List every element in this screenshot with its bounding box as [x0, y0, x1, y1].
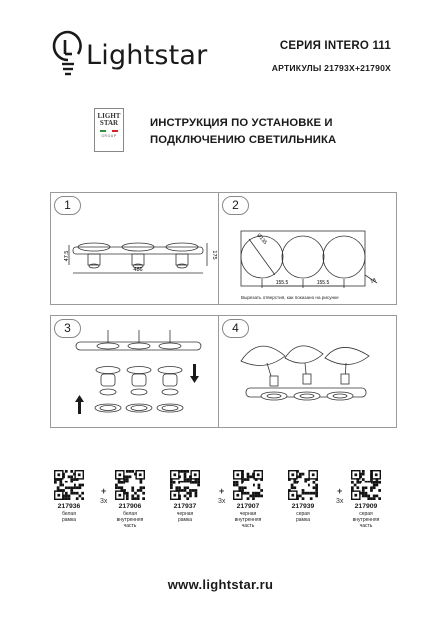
qr-code[interactable] — [351, 470, 381, 500]
assembly-drawing — [51, 316, 230, 429]
mounting-drawing — [219, 316, 398, 429]
product-code: 217906 — [118, 503, 142, 510]
product-item — [166, 470, 204, 523]
product-item — [347, 470, 385, 529]
step-panel-4 — [218, 315, 397, 428]
product-code: 217936 — [57, 503, 81, 510]
product-description: часть — [359, 523, 373, 529]
qr-code[interactable] — [170, 470, 200, 500]
product-code: 217937 — [173, 503, 197, 510]
plus-sign: + — [219, 486, 225, 496]
step-number: 2 — [222, 196, 249, 215]
edge-label: 18 — [369, 277, 377, 285]
plus-sign: + — [337, 486, 343, 496]
step-number: 3 — [54, 319, 81, 338]
bulb-icon — [52, 28, 88, 84]
product-item — [111, 470, 149, 529]
instruction-title: ИНСТРУКЦИЯ ПО УСТАНОВКЕ И ПОДКЛЮЧЕНИЮ СВЕТИЛЬНИКА — [150, 117, 337, 146]
spacing-label: 155.5 — [275, 280, 289, 286]
product-item — [50, 470, 88, 523]
step-number: 4 — [222, 319, 249, 338]
product-description: серая — [296, 511, 310, 517]
qr-code[interactable] — [115, 470, 145, 500]
product-description: белая внутренняя — [116, 511, 144, 523]
depth-label: 175 — [211, 250, 217, 260]
product-description: рамка — [61, 517, 77, 523]
product-description: черная — [176, 511, 194, 517]
ceiling-cutout-drawing — [219, 193, 398, 306]
series-title: СЕРИЯ INTERO 111 — [279, 40, 391, 52]
diameter-label: Ø135 — [255, 232, 268, 246]
product-description: часть — [241, 523, 255, 529]
product-description: черная внутренняя — [234, 511, 262, 523]
article-numbers: АРТИКУЛЫ 21793X+21790X — [271, 63, 391, 73]
product-item — [229, 470, 267, 529]
step-panel-2 — [218, 192, 397, 305]
spacing-label: 155.5 — [316, 280, 330, 286]
product-description: часть — [123, 523, 137, 529]
quantity-multiplier: 3x — [336, 498, 344, 505]
width-label: 486 — [133, 267, 143, 273]
height-label: 47.5 — [64, 250, 70, 262]
product-code: 217909 — [354, 503, 378, 510]
flag-stripe — [100, 130, 118, 132]
website-link[interactable]: www.lightstar.ru — [167, 577, 274, 592]
product-item — [284, 470, 322, 523]
brand-logo — [52, 28, 222, 84]
product-code: 217907 — [236, 503, 260, 510]
fixture-dimension-drawing — [51, 193, 230, 306]
step-panel-1 — [50, 192, 229, 305]
cutout-note: Вырезать отверстия, как показано на рисунке — [241, 295, 339, 300]
brand-name: Lightstar — [86, 40, 208, 71]
step-panel-3 — [50, 315, 229, 428]
step-number: 1 — [54, 196, 81, 215]
product-description: серая внутренняя — [352, 511, 380, 523]
quantity-multiplier: 3x — [218, 498, 226, 505]
product-description: белая — [62, 511, 76, 517]
qr-code[interactable] — [54, 470, 84, 500]
group-logo: LIGHT STAR GROUP — [94, 108, 124, 152]
plus-sign: + — [101, 486, 107, 496]
qr-code[interactable] — [233, 470, 263, 500]
product-description: рамка — [177, 517, 193, 523]
quantity-multiplier: 3x — [100, 498, 108, 505]
qr-code[interactable] — [288, 470, 318, 500]
product-description: рамка — [295, 517, 311, 523]
product-code: 217939 — [291, 503, 315, 510]
